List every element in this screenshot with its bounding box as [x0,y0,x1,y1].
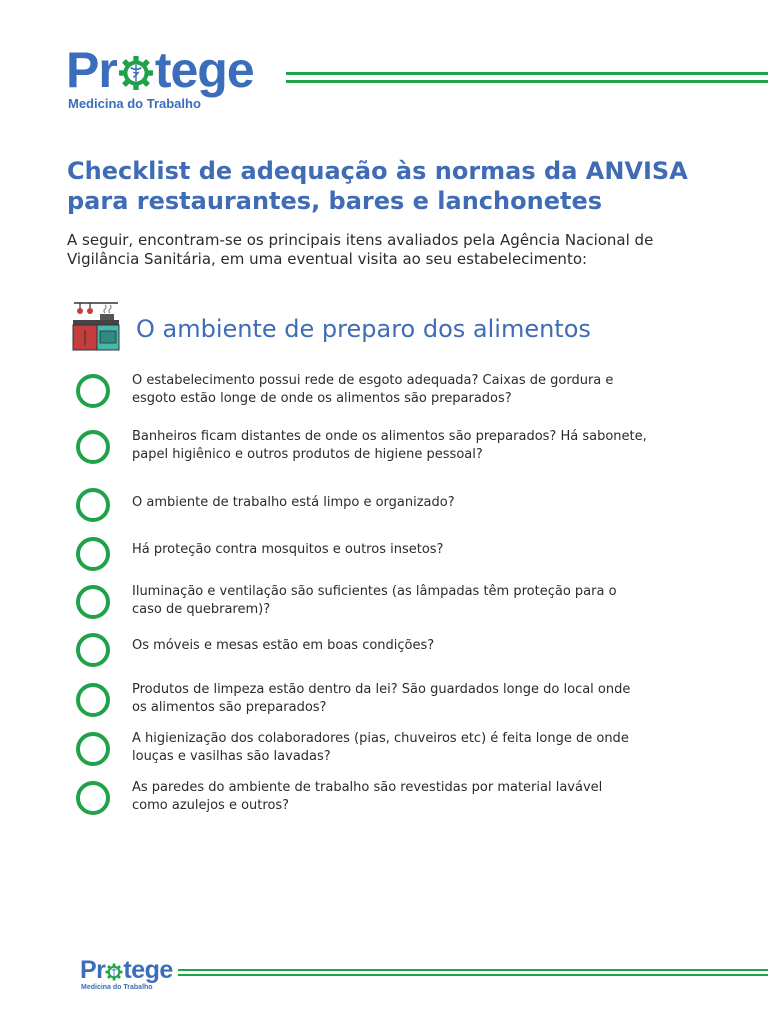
footer-logo-subtitle: Medicina do Trabalho [81,984,153,991]
logo-text-end: tege [154,42,254,98]
title-line-2: para restaurantes, bares e lanchonetes [67,187,603,215]
checkbox-circle-icon[interactable] [76,683,110,717]
checkbox-circle-icon[interactable] [76,732,110,766]
checklist-item-text: Produtos de limpeza estão dentro da lei? São guardados longe do local onde os alimentos são preparados? [132,682,631,715]
checklist-item [76,486,672,522]
section-header [70,300,591,352]
page-title [67,156,727,216]
checkbox-circle-icon[interactable] [76,781,110,815]
checklist-item [76,631,672,667]
checklist-item-text: A higienização dos colaboradores (pias, chuveiros etc) é feita longe de onde louças e vasilhas são lavadas? [132,731,629,764]
brand-logo [66,42,254,111]
title-line-1: Checklist de adequação às normas da ANVISA [67,157,688,185]
kitchen-icon [70,300,122,352]
checkbox-circle-icon[interactable] [76,430,110,464]
checklist-item-text: Os móveis e mesas estão em boas condições? [132,638,435,653]
gear-caduceus-icon [118,55,154,91]
checkbox-circle-icon[interactable] [76,585,110,619]
checklist-item-text: Banheiros ficam distantes de onde os alimentos são preparados? Há sabonete, papel higiênico e outros produtos de higiene pessoal? [132,429,647,462]
checkbox-circle-icon[interactable] [76,537,110,571]
checklist-item [76,779,672,815]
section-title: O ambiente de preparo dos alimentos [136,315,591,343]
checklist-item [76,681,672,717]
checklist-item-text: Há proteção contra mosquitos e outros insetos? [132,542,444,557]
logo-wordmark [66,42,254,98]
checklist-item [76,730,672,766]
checklist-item-text: O ambiente de trabalho está limpo e organizado? [132,495,455,510]
checklist-item [76,535,672,571]
footer-logo-text-start: Pr [80,956,106,984]
checklist-item [76,583,672,619]
checkbox-circle-icon[interactable] [76,633,110,667]
footer-logo [80,958,173,991]
logo-text-start: Pr [66,42,117,98]
checkbox-circle-icon[interactable] [76,488,110,522]
header-divider [286,72,768,83]
intro-text: A seguir, encontram-se os principais itens avaliados pela Agência Nacional de Vigilância Sanitária, em uma eventual visita ao seu estabelecimento: [67,231,654,268]
footer-logo-text-end: tege [123,956,173,984]
logo-subtitle: Medicina do Trabalho [68,96,201,111]
gear-caduceus-icon [105,963,123,981]
checklist-item-text: O estabelecimento possui rede de esgoto adequada? Caixas de gordura e esgoto estão longe de onde os alimentos são preparados? [132,373,614,406]
checkbox-circle-icon[interactable] [76,374,110,408]
checklist-item [76,428,672,464]
checklist-item-text: As paredes do ambiente de trabalho são revestidas por material lavável como azulejos e outros? [132,780,603,813]
footer-divider [178,969,768,976]
checklist-item-text: Iluminação e ventilação são suficientes (as lâmpadas têm proteção para o caso de quebrarem)? [132,584,617,617]
footer-logo-wordmark [80,958,173,983]
checklist-item [76,372,672,408]
